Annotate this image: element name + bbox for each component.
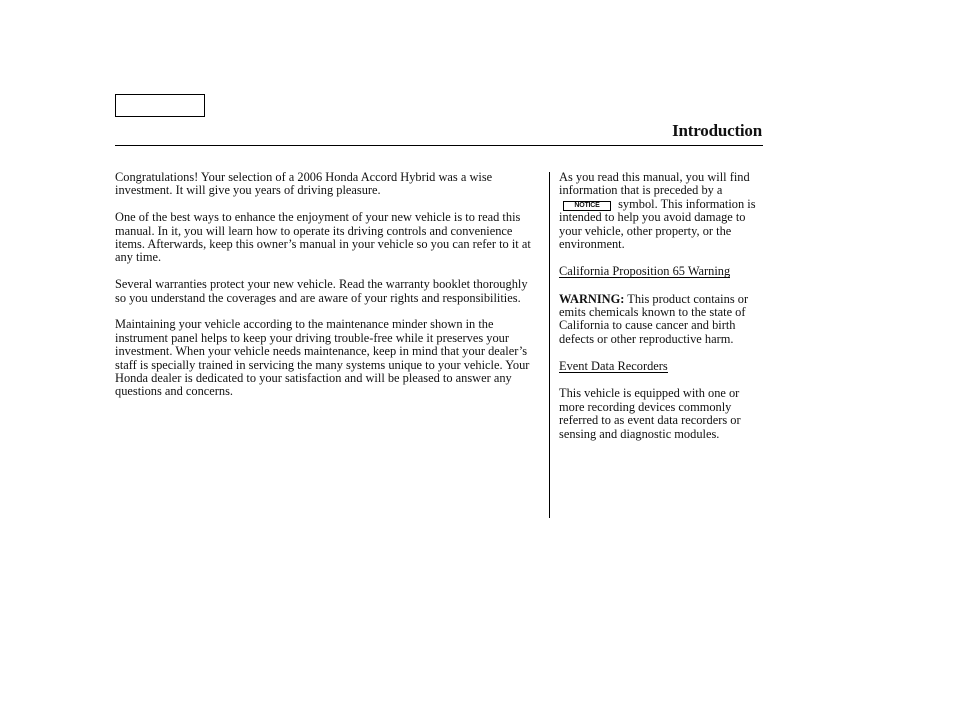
intro-paragraph-manual: One of the best ways to enhance the enjoyment of your new vehicle is to read this manual. In it, you will learn how to operate its driving controls and convenience items. Afterwards, keep this owner’s manual in your vehicle so you can refer to it at any time. [115,210,531,265]
warning-paragraph [559,293,759,347]
column-divider [549,172,550,518]
intro-paragraph-congratulations: Congratulations! Your selection of a 2006 Honda Accord Hybrid was a wise investment. It will give you years of driving pleasure. [115,170,493,198]
notice-text-after: symbol. This information is intended to help you avoid damage to your vehicle, other property, or the environment. [559,196,756,252]
prop65-heading-link[interactable]: California Proposition 65 Warning [559,263,731,278]
sidebar-column [559,171,759,454]
title-divider [115,145,763,146]
warning-label: WARNING: [559,291,625,306]
notice-symbol: NOTICE [563,201,611,211]
edr-paragraph: This vehicle is equipped with one or more recording devices commonly referred to as event data recorders or sensing and diagnostic modules. [559,386,741,441]
page-title: Introduction [672,121,762,140]
edr-heading-link[interactable]: Event Data Recorders [559,358,668,373]
intro-paragraph-warranties: Several warranties protect your new vehicle. Read the warranty booklet thoroughly so you understand the coverages and are aware of your rights and responsibilities. [115,277,528,305]
intro-column [115,171,535,412]
intro-paragraph-maintenance: Maintaining your vehicle according to the maintenance minder shown in the instrument panel helps to keep your driving trouble-free while it preserves your investment. When your vehicle needs maintenance, keep in mind that your dealer’s staff is specially trained in servicing the many systems unique to your vehicle. Your Honda dealer is dedicated to your satisfaction and will be pleased to answer any questions and concerns. [115,317,530,399]
section-nav-box[interactable] [115,94,205,117]
warning-text: This product contains or emits chemicals known to the state of California to cause cancer and birth defects or other reproductive harm. [559,291,749,346]
notice-text-before: As you read this manual, you will find information that is preceded by a [559,170,750,198]
notice-paragraph [559,171,759,251]
